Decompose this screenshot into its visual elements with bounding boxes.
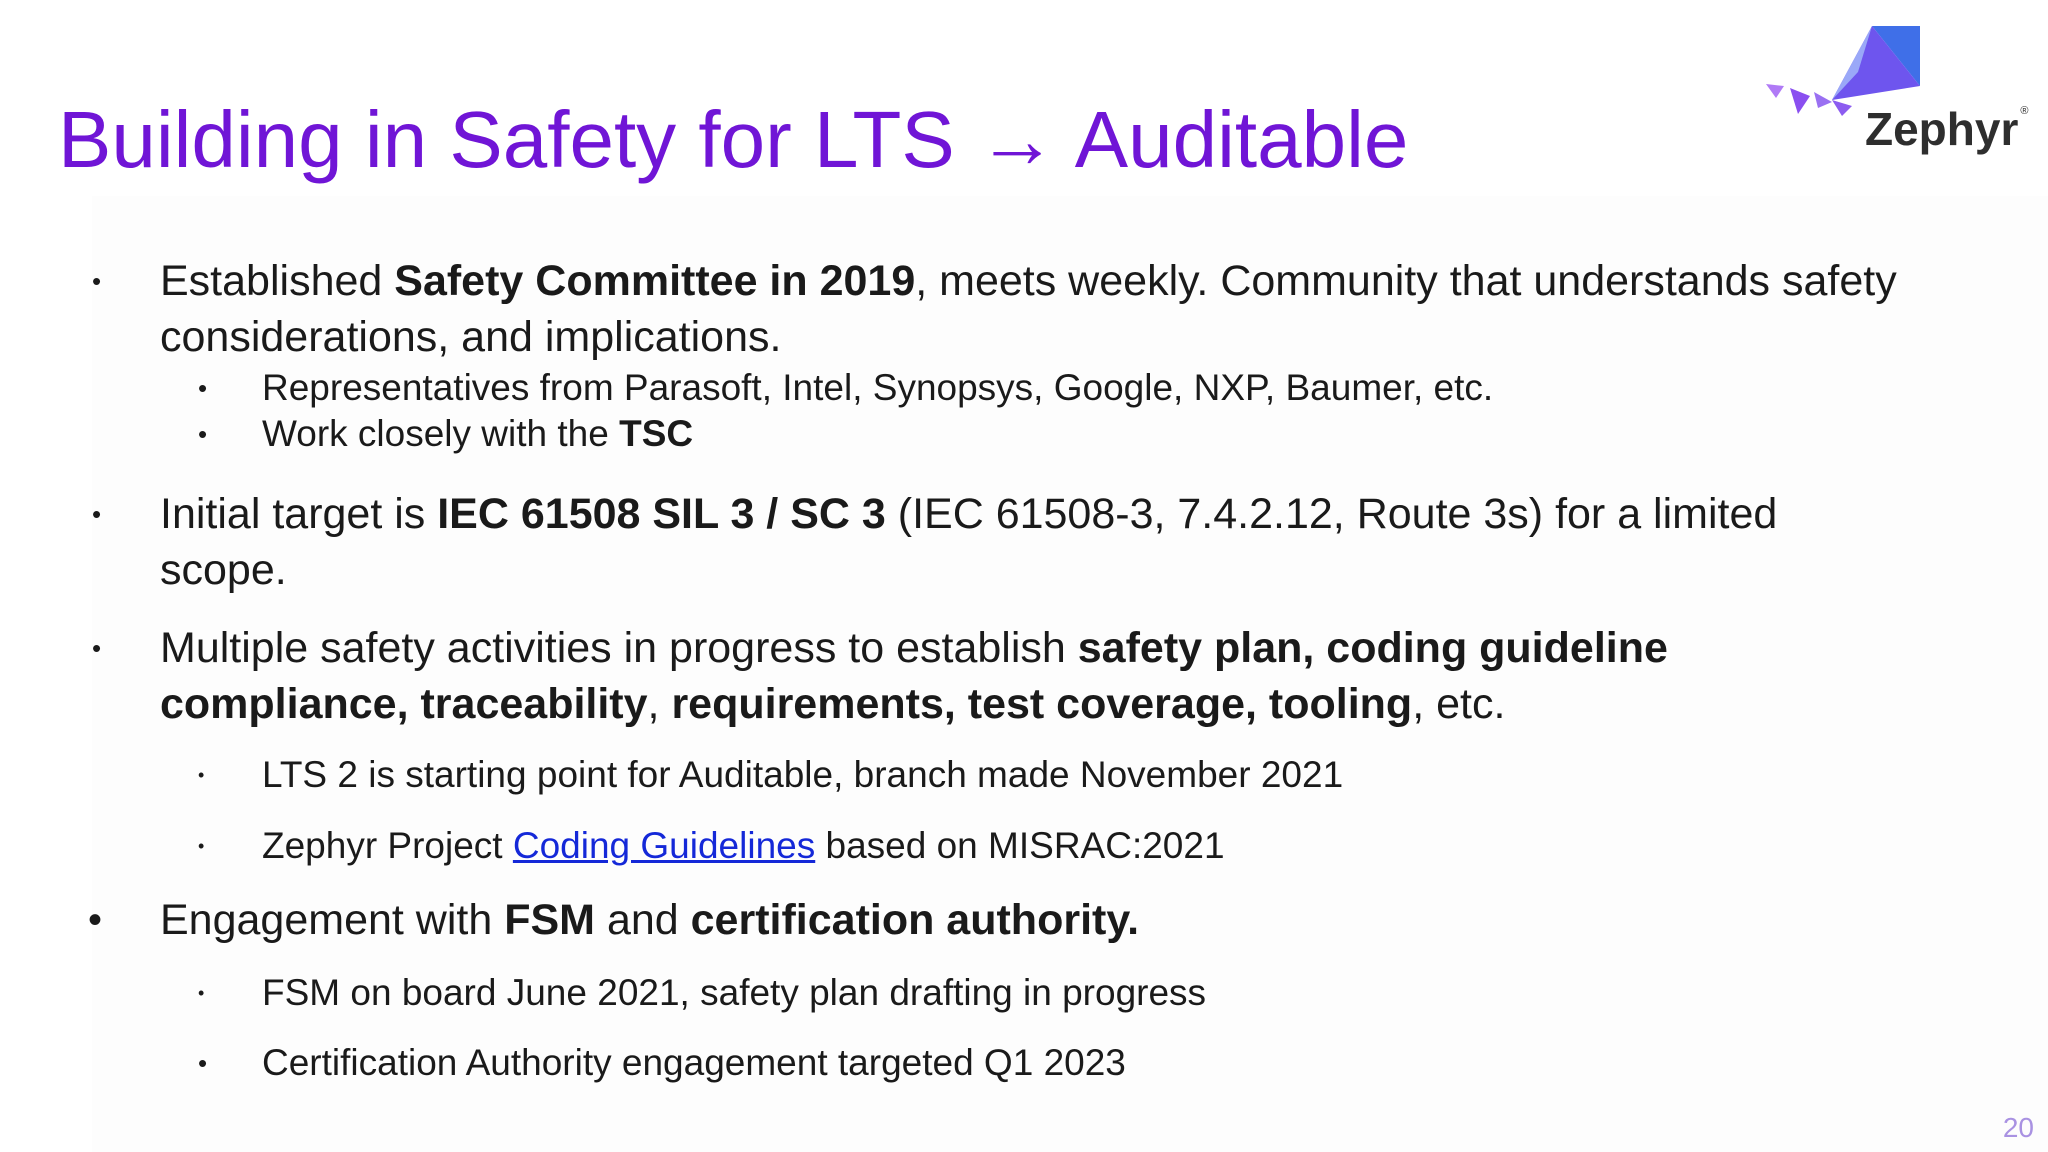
sub-bullet-dot: • — [198, 983, 205, 1003]
bullet-dot: • — [92, 499, 102, 529]
bullet-dot: • — [92, 633, 102, 663]
sub-bullet-lts2: • LTS 2 is starting point for Auditable, branch made November 2021 — [262, 751, 1902, 799]
sub-bullet-representatives: • Representatives from Parasoft, Intel, Synopsys, Google, NXP, Baumer, etc. — [262, 364, 1902, 412]
sub-bullet-tsc: • Work closely with the TSC — [262, 410, 1902, 458]
bullet-safety-activities: • Multiple safety activities in progress to establish safety plan, coding guideline compliance, traceability, requirements, test coverage, tooling, etc. — [160, 620, 1900, 732]
bullet-engagement: • Engagement with FSM and certification authority. — [160, 892, 1900, 948]
bullet-initial-target: • Initial target is IEC 61508 SIL 3 / SC 3 (IEC 61508-3, 7.4.2.12, Route 3s) for a limited scope. — [160, 486, 1900, 598]
bullet-safety-committee: • Established Safety Committee in 2019, meets weekly. Community that understands safety considerations, and implications. — [160, 253, 1900, 365]
page-number: 20 — [2002, 1112, 2034, 1143]
sub-bullet-dot: • — [198, 373, 208, 403]
bullet-dot: • — [92, 266, 102, 296]
zephyr-logo-wordmark: Zephyr ® — [1865, 103, 2029, 155]
sub-bullet-certification: • Certification Authority engagement targeted Q1 2023 — [262, 1039, 1902, 1087]
sub-bullet-dot: • — [198, 765, 205, 785]
coding-guidelines-link[interactable]: Coding Guidelines — [512, 825, 816, 866]
sub-bullet-dot: • — [198, 419, 208, 449]
slide-title: Building in Safety for LTS → Auditable — [58, 95, 1409, 184]
bullet-dot: • — [88, 898, 103, 942]
sub-bullet-coding-guidelines: • Zephyr Project Coding Guidelines based on MISRAC:2021 — [262, 822, 1902, 870]
sub-bullet-fsm: • FSM on board June 2021, safety plan drafting in progress — [262, 969, 1902, 1017]
sub-bullet-dot: • — [198, 836, 205, 856]
sub-bullet-dot: • — [198, 1048, 208, 1078]
